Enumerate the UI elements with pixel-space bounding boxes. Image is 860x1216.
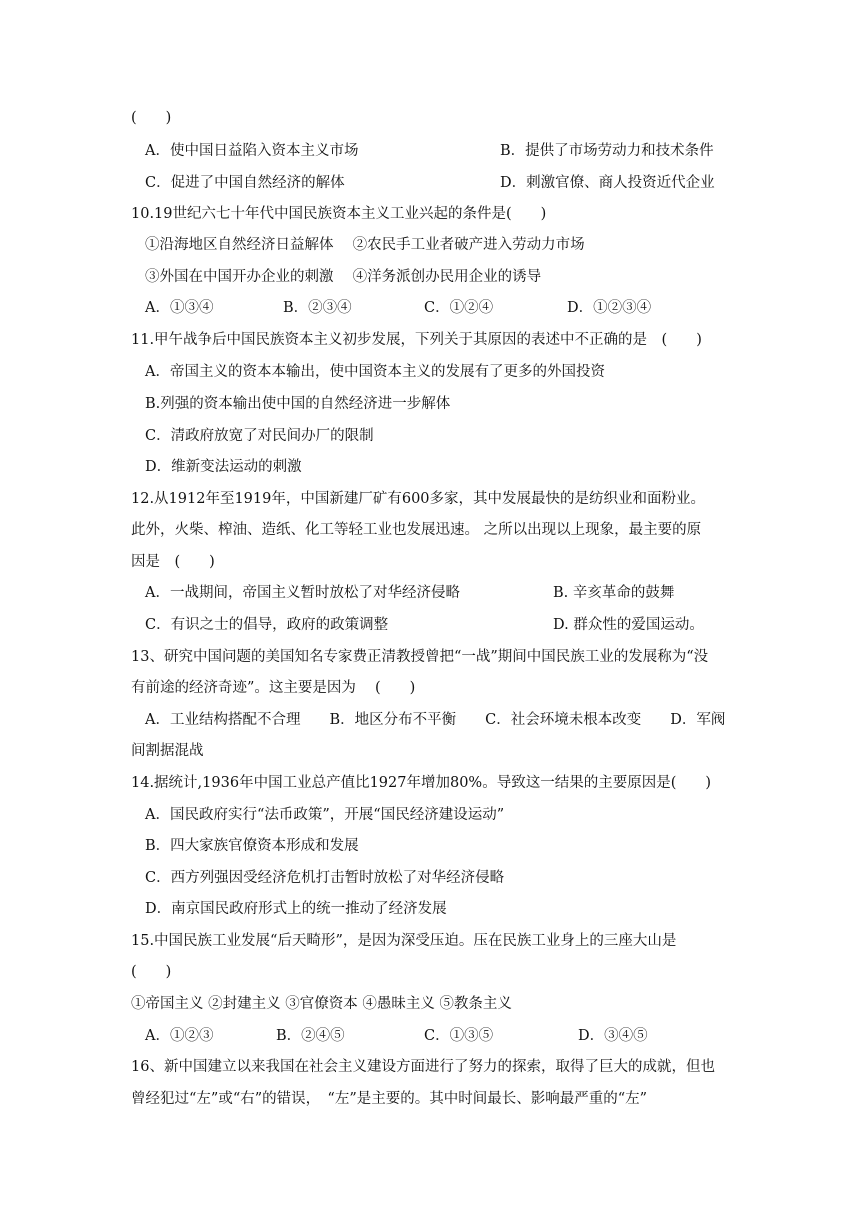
q14-option-a: A．国民政府实行“法币政策”，开展“国民经济建设运动” (145, 807, 505, 823)
q12-stem-1: 12.从1912年至1919年，中国新建厂矿有600多家，其中发展最快的是纺织业和面粉业。 (131, 491, 706, 507)
q15-option-a: A．①②③ (145, 1028, 214, 1044)
q14-option-d: D．南京国民政府形式上的统一推动了经济发展 (145, 901, 447, 917)
q12-stem-3: 因是 ( ) (131, 554, 215, 570)
q16-stem-1: 16、新中国建立以来我国在社会主义建设方面进行了努力的探索，取得了巨大的成就，但也 (131, 1059, 715, 1075)
q15-stem-1: 15.中国民族工业发展“后天畸形”，是因为深受压迫。压在民族工业身上的三座大山是 (131, 933, 677, 949)
q10-option-c: C．①②④ (424, 300, 494, 316)
q9-answer-bracket: ( ) (131, 110, 172, 126)
q15-option-c: C．①③⑤ (424, 1028, 494, 1044)
q15-items: ①帝国主义 ②封建主义 ③官僚资本 ④愚昧主义 ⑤教条主义 (131, 996, 512, 1012)
q14-option-c: C．西方列强因受经济危机打击暂时放松了对华经济侵略 (145, 870, 505, 886)
q15-option-d: D．③④⑤ (578, 1028, 648, 1044)
q13-stem-1: 13、研究中国问题的美国知名专家费正清教授曾把“一战”期间中国民族工业的发展称为“没 (131, 649, 709, 665)
q10-option-a: A．①③④ (145, 300, 214, 316)
q11-stem: 11.甲午战争后中国民族资本主义初步发展，下列关于其原因的表述中不正确的是 ( ) (131, 332, 702, 348)
q10-statements-1: ①沿海地区自然经济日益解体 ②农民手工业者破产进入劳动力市场 (145, 237, 585, 253)
q11-option-d: D．维新变法运动的刺激 (145, 459, 302, 475)
q10-stem: 10.19世纪六七十年代中国民族资本主义工业兴起的条件是( ) (131, 206, 547, 222)
q9-option-a: A．使中国日益陷入资本主义市场 (145, 143, 359, 159)
q9-option-c: C．促进了中国自然经济的解体 (145, 175, 345, 191)
q10-statements-2: ③外国在中国开办企业的刺激 ④洋务派创办民用企业的诱导 (145, 269, 542, 285)
q9-option-b: B．提供了市场劳动力和技术条件 (500, 143, 714, 159)
q12-option-b: B. 辛亥革命的鼓舞 (553, 585, 675, 601)
q10-option-b: B．②③④ (283, 300, 352, 316)
q16-stem-2: 曾经犯过“左”或“右”的错误， “左”是主要的。其中时间最长、影响最严重的“左” (131, 1091, 648, 1107)
q14-option-b: B．四大家族官僚资本形成和发展 (145, 838, 359, 854)
q12-option-a: A．一战期间，帝国主义暂时放松了对华经济侵略 (145, 585, 460, 601)
q15-option-b: B．②④⑤ (276, 1028, 345, 1044)
q10-option-d: D．①②③④ (567, 300, 652, 316)
q13-options: A．工业结构搭配不合理 B．地区分布不平衡 C．社会环境未根本改变 D．军阀 (145, 712, 726, 728)
q13-stem-2: 有前途的经济奇迹”。这主要是因为 ( ) (131, 680, 416, 696)
q11-option-a: A．帝国主义的资本本输出，使中国资本主义的发展有了更多的外国投资 (145, 364, 605, 380)
q13-options-cont: 间割据混战 (131, 743, 204, 759)
q14-stem: 14.据统计,1936年中国工业总产值比1927年增加80%。导致这一结果的主要原因是( ) (131, 775, 712, 791)
q11-option-c: C．清政府放宽了对民间办厂的限制 (145, 428, 374, 444)
q12-stem-2: 此外，火柴、榨油、造纸、化工等轻工业也发展迅速。 之所以出现以上现象，最主要的原 (131, 522, 702, 538)
q11-option-b: B.列强的资本输出使中国的自然经济进一步解体 (145, 396, 451, 412)
q15-stem-2: ( ) (131, 964, 172, 980)
q12-option-c: C．有识之士的倡导，政府的政策调整 (145, 617, 389, 633)
q9-option-d: D．刺激官僚、商人投资近代企业 (500, 175, 715, 191)
q12-option-d: D. 群众性的爱国运动。 (553, 617, 704, 633)
